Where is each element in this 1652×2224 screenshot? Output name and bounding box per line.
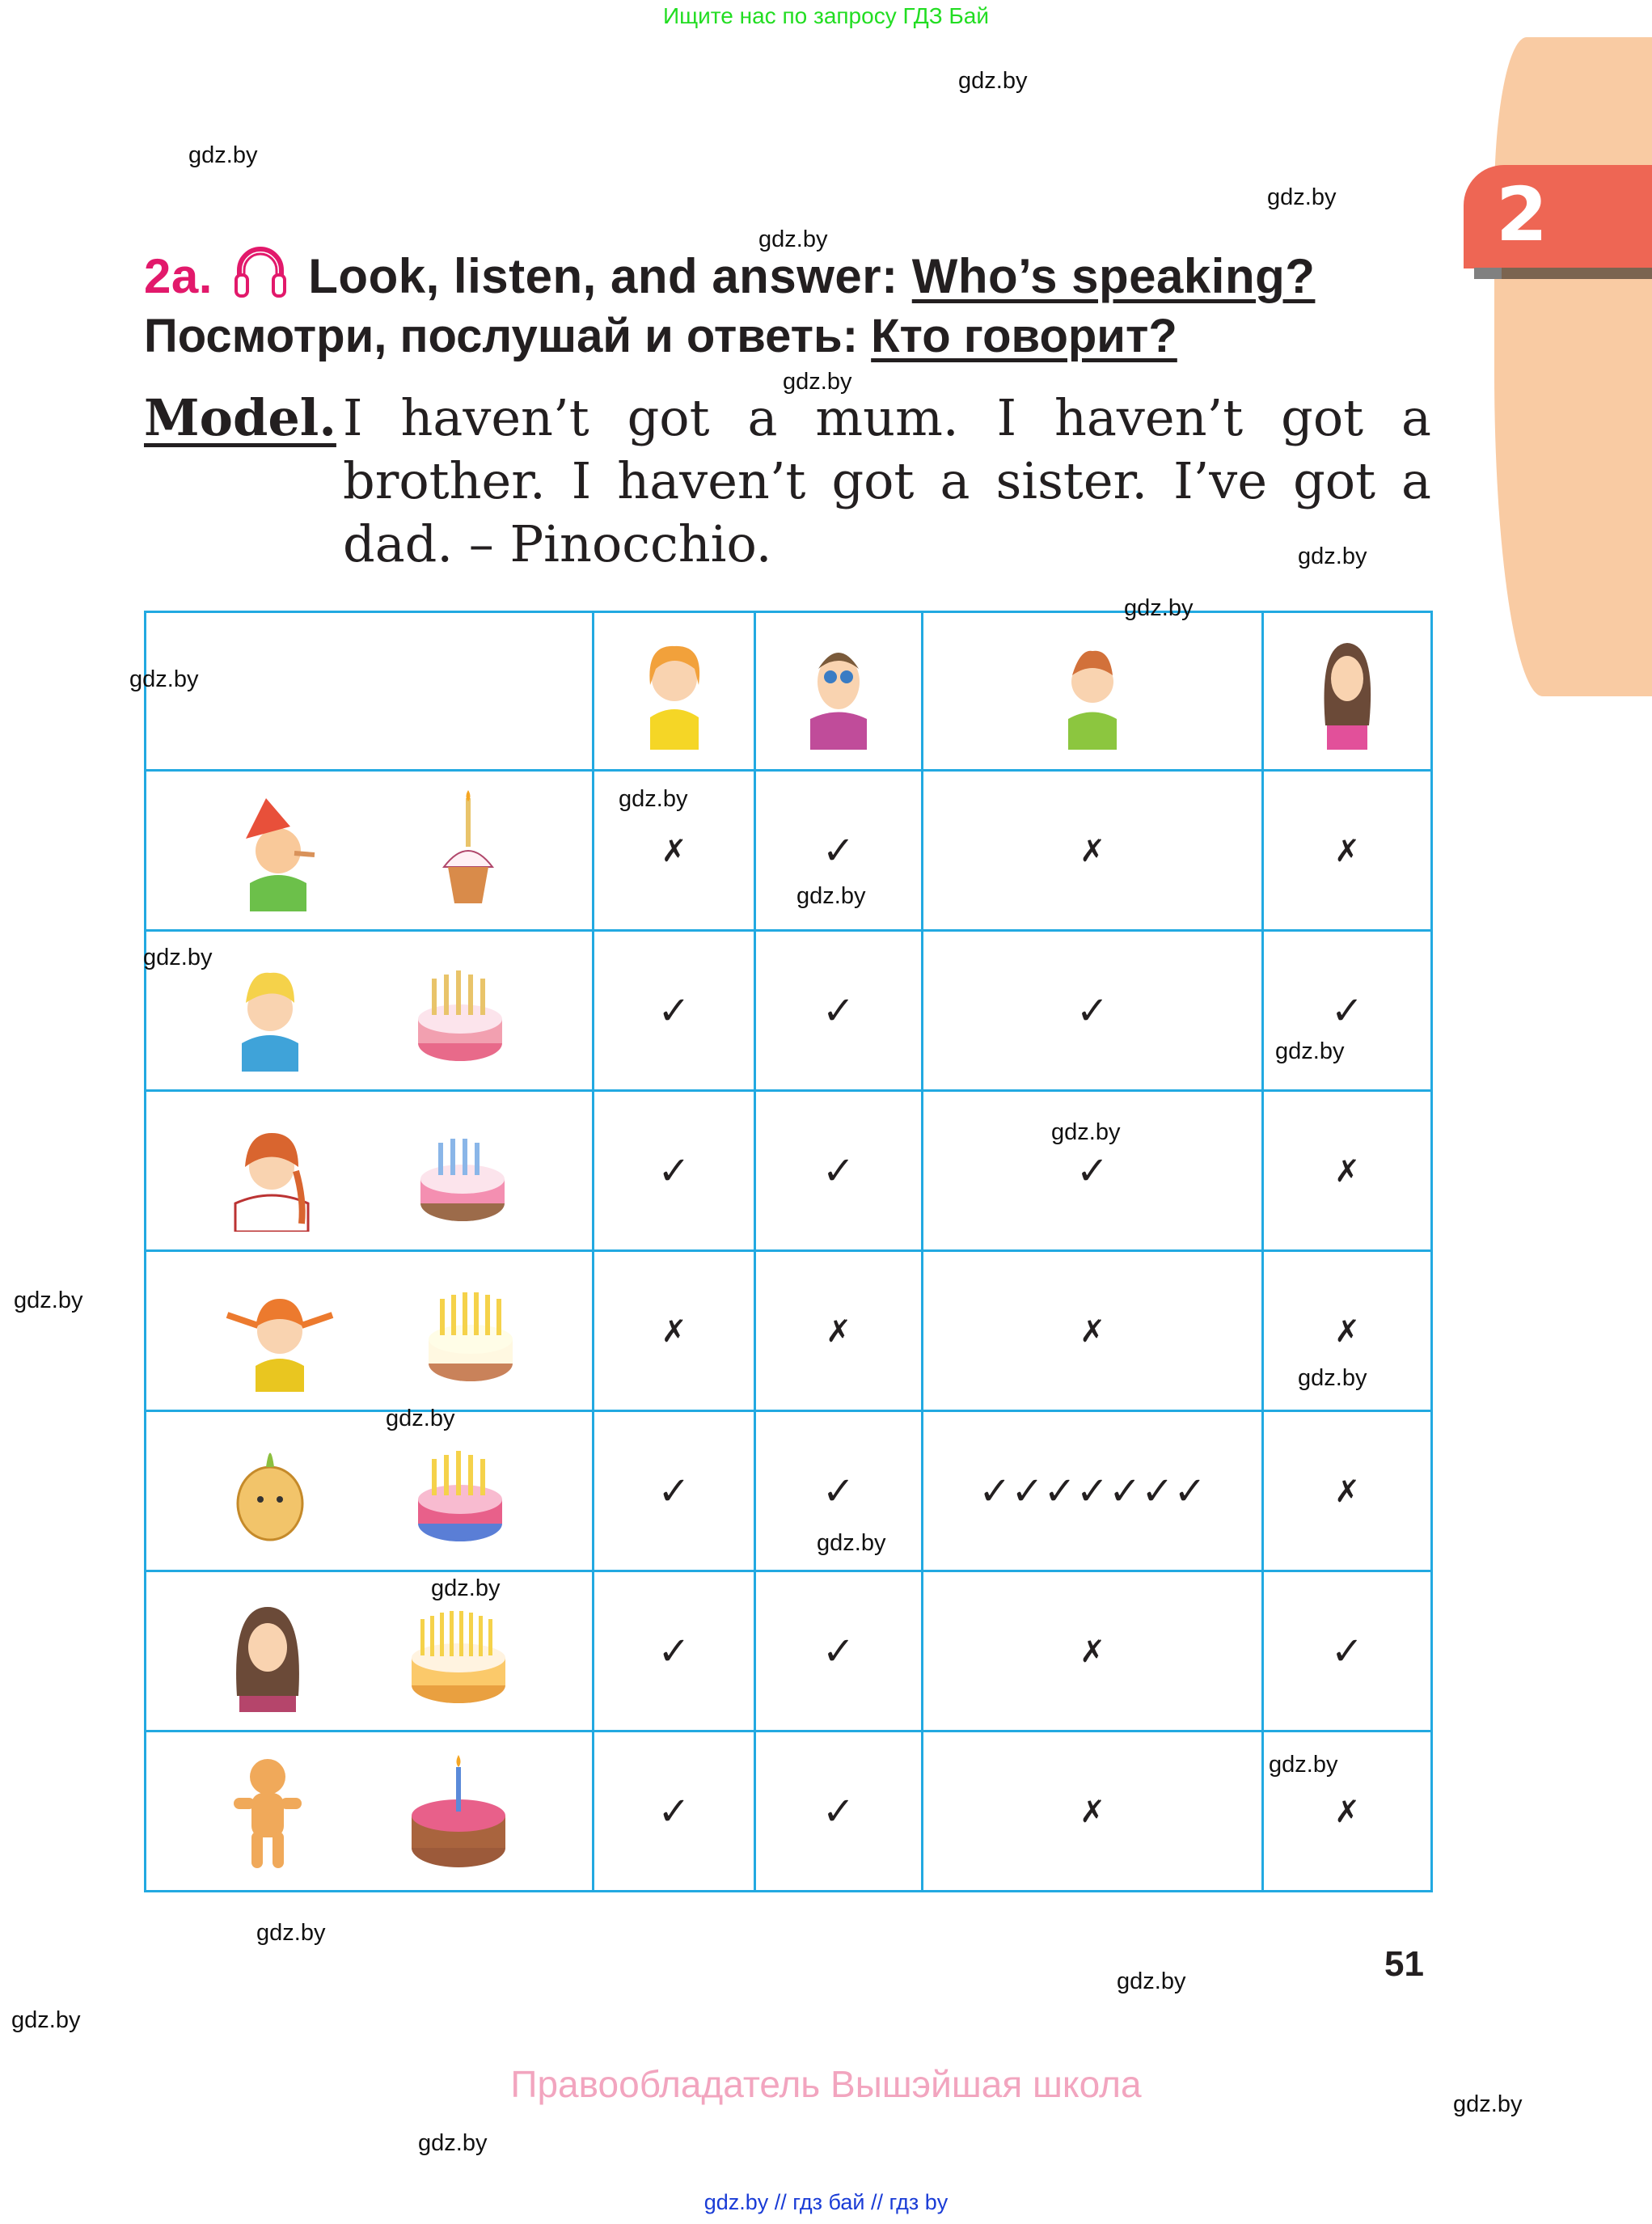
header-sister: [1263, 612, 1432, 771]
check-mark: ✓: [822, 1788, 856, 1834]
character-cell: [146, 1411, 594, 1571]
cake-picture-icon: [422, 1275, 519, 1388]
cipollino-picture-icon: [230, 1431, 311, 1552]
table-row: [146, 1251, 1432, 1411]
mark-cell: [755, 1251, 923, 1411]
watermark: gdz.by: [817, 1530, 886, 1556]
cake-picture-icon: [412, 954, 509, 1068]
table-row: [146, 1411, 1432, 1571]
watermark: gdz.by: [129, 666, 199, 692]
girl-braids-picture-icon: [227, 1110, 316, 1232]
cupcake-picture-icon: [432, 790, 505, 911]
cross-mark: ✗: [1334, 832, 1360, 869]
cross-mark: ✗: [1334, 1313, 1360, 1349]
title-ru-question: Кто говорит?: [871, 310, 1177, 362]
exercise-title-ru: [144, 309, 1177, 363]
mark-cell: [755, 1091, 923, 1251]
table-header-row: [146, 612, 1432, 771]
mark-cell: [923, 931, 1263, 1091]
header-brother: [923, 612, 1263, 771]
check-mark: ✓: [1075, 1148, 1109, 1194]
mark-cell: [923, 1571, 1263, 1731]
character-cell: [146, 1571, 594, 1731]
table-row: [146, 931, 1432, 1091]
rights-holder: Правообладатель Вышэйшая школа: [510, 2063, 1142, 2105]
watermark: gdz.by: [14, 1287, 83, 1313]
dad-picture-icon: [802, 628, 875, 750]
headphones-icon[interactable]: [231, 243, 289, 299]
watermark: gdz.by: [188, 142, 258, 168]
mark-cell: [923, 771, 1263, 931]
title-en-question: Who’s speaking?: [911, 249, 1316, 303]
girl-brown-hair-picture-icon: [227, 1591, 308, 1712]
mark-cell: [594, 1091, 755, 1251]
cross-mark: ✗: [1080, 1633, 1105, 1669]
mark-cell: [923, 1731, 1263, 1892]
watermark: gdz.by: [1051, 1119, 1121, 1145]
check-mark: ✓: [657, 1788, 691, 1834]
mark-cell: [594, 931, 755, 1091]
title-ru-plain: Посмотри, послушай и ответь:: [144, 310, 872, 362]
cross-mark: ✗: [1080, 1313, 1105, 1349]
check-mark: ✓: [1330, 987, 1364, 1034]
check-mark: ✓: [822, 1468, 856, 1514]
mark-cell: [755, 1571, 923, 1731]
tab-shadow: [1474, 268, 1502, 279]
watermark: gdz.by: [958, 68, 1028, 94]
table-row: [146, 1091, 1432, 1251]
mark-cell: [755, 1731, 923, 1892]
section-number: 2: [1496, 171, 1548, 258]
check-mark: ✓: [657, 1148, 691, 1194]
sister-picture-icon: [1311, 628, 1384, 750]
cross-mark: ✗: [661, 1313, 687, 1349]
cake-picture-icon: [414, 1114, 511, 1228]
cake-picture-icon: [412, 1435, 509, 1548]
watermark: gdz.by: [783, 369, 852, 395]
model-text: I haven’t got a mum. I haven’t got a brother. I haven’t got a sister. I’ve got a dad. – Pinocchio.: [343, 388, 1431, 573]
mark-cell: [1263, 1411, 1432, 1571]
exercise-number: 2a.: [144, 249, 213, 303]
check-mark: ✓: [657, 1628, 691, 1674]
cake-picture-icon: [406, 1595, 511, 1708]
character-cell: [146, 931, 594, 1091]
check-mark: ✓: [1075, 987, 1109, 1034]
mark-cell: [594, 1251, 755, 1411]
header-dad: [755, 612, 923, 771]
section-side-strip: [1494, 37, 1652, 696]
mark-cell: [594, 1411, 755, 1571]
watermark: gdz.by: [256, 1920, 326, 1946]
mark-cell: [1263, 1091, 1432, 1251]
mark-cell: [1263, 771, 1432, 931]
check-mark: ✓: [657, 987, 691, 1034]
header-mum: [594, 612, 755, 771]
cross-mark: ✗: [661, 832, 687, 869]
watermark: gdz.by: [143, 945, 213, 970]
watermark: gdz.by: [386, 1406, 455, 1431]
cake-picture-icon: [406, 1751, 511, 1872]
watermark: gdz.by: [1275, 1038, 1345, 1064]
mum-picture-icon: [638, 628, 711, 750]
mark-cell: [594, 1731, 755, 1892]
cross-mark: ✗: [826, 1313, 851, 1349]
character-cell: [146, 1091, 594, 1251]
blond-boy-picture-icon: [230, 950, 311, 1072]
watermark: gdz.by: [1269, 1752, 1338, 1778]
model-label: Model.: [144, 388, 336, 447]
watermark: gdz.by: [1267, 184, 1337, 210]
character-cell: [146, 771, 594, 931]
top-banner: Ищите нас по запросу ГДЗ Бай: [662, 3, 990, 28]
watermark: gdz.by: [1117, 1968, 1186, 1994]
cross-mark: ✗: [1334, 1152, 1360, 1189]
check-mark: ✓: [822, 827, 856, 873]
pinocchio-picture-icon: [234, 790, 323, 911]
tab-shadow: [1502, 268, 1652, 279]
watermark: gdz.by: [1298, 1365, 1367, 1391]
mark-cell: [923, 1251, 1263, 1411]
watermark: gdz.by: [758, 226, 828, 252]
check-mark: ✓: [822, 1628, 856, 1674]
mark-cell: [1263, 931, 1432, 1091]
empty-header-cell: [146, 612, 594, 771]
table-row: [146, 771, 1432, 931]
exercise-title-en: [144, 243, 1315, 304]
character-cell: [146, 1731, 594, 1892]
section-tab: [1464, 165, 1652, 268]
check-mark: ✓: [1330, 1628, 1364, 1674]
watermark: gdz.by: [1453, 2091, 1523, 2117]
watermark: gdz.by: [418, 2130, 488, 2156]
check-mark: ✓: [822, 1148, 856, 1194]
page-number: 51: [1384, 1944, 1424, 1984]
answer-table: [144, 611, 1433, 1892]
pippi-picture-icon: [219, 1271, 340, 1392]
gingerbread-man-picture-icon: [227, 1751, 308, 1872]
cross-mark: ✗: [1080, 832, 1105, 869]
cross-mark: ✗: [1334, 1473, 1360, 1509]
title-en-plain: Look, listen, and answer:: [308, 249, 912, 303]
brother-picture-icon: [1056, 628, 1129, 750]
mark-cell: [1263, 1571, 1432, 1731]
footer-links[interactable]: gdz.by // гдз бай // гдз by: [703, 2190, 949, 2214]
watermark: gdz.by: [1298, 543, 1367, 569]
mark-cell: [923, 1411, 1263, 1571]
table-row: [146, 1731, 1432, 1892]
watermark: gdz.by: [796, 883, 866, 909]
watermark: gdz.by: [431, 1575, 501, 1601]
mark-cell: [923, 1091, 1263, 1251]
watermark: gdz.by: [1124, 595, 1194, 621]
check-mark: ✓: [822, 987, 856, 1034]
cross-mark: ✗: [1080, 1793, 1105, 1829]
check-mark: ✓: [657, 1468, 691, 1514]
cross-mark: ✗: [1334, 1793, 1360, 1829]
mark-cell: [594, 1571, 755, 1731]
watermark: gdz.by: [619, 786, 688, 812]
seven-check-marks: ✓✓✓✓✓✓✓: [978, 1468, 1206, 1514]
mark-cell: [755, 931, 923, 1091]
table-row: [146, 1571, 1432, 1731]
watermark: gdz.by: [11, 2007, 81, 2033]
character-cell: [146, 1251, 594, 1411]
